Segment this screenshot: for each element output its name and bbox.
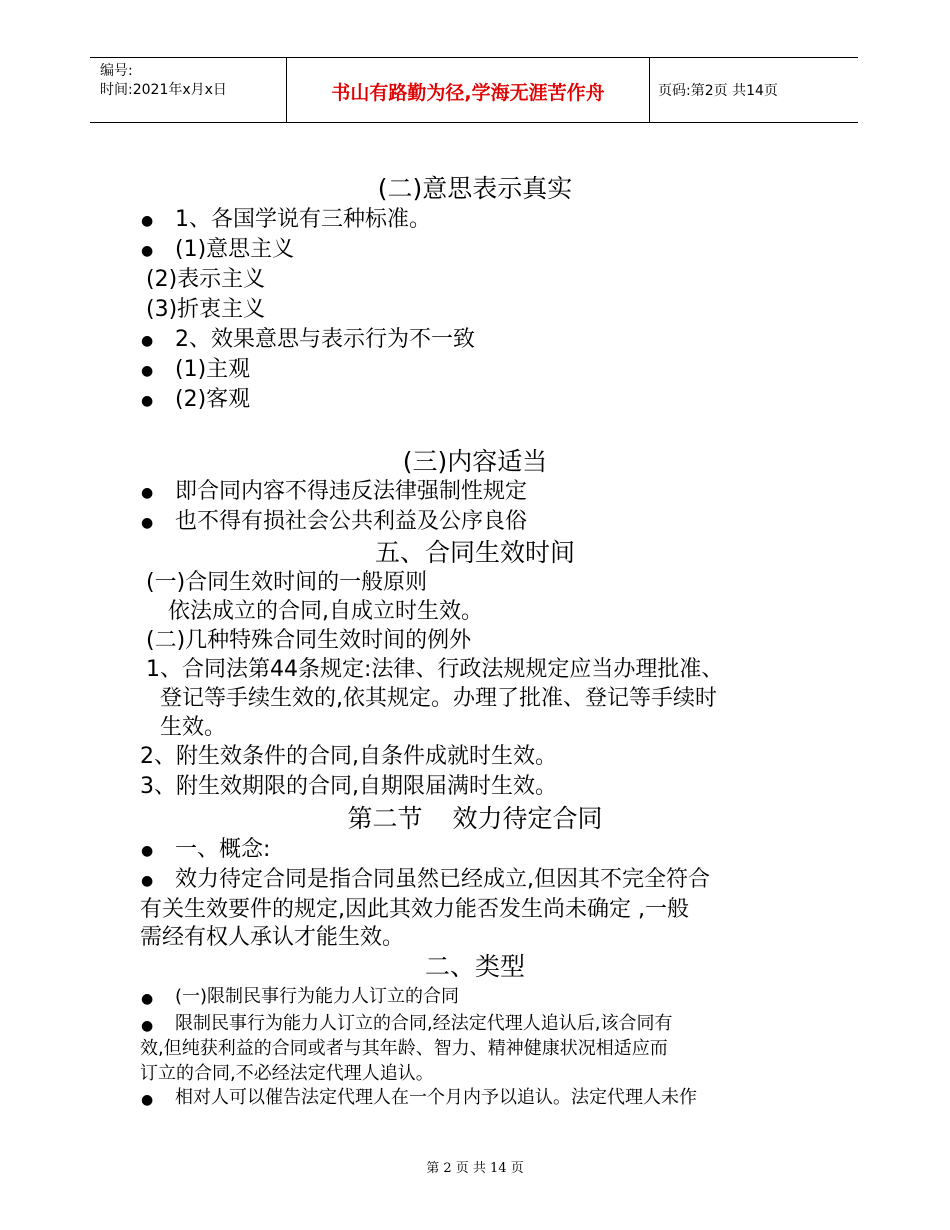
header-meta (100, 62, 227, 100)
page-header (90, 57, 858, 123)
list-item: 1、各国学说有三种标准。 (175, 207, 431, 232)
paragraph-line: 2、附生效条件的合同,自条件成就时生效。 (140, 744, 557, 769)
header-divider (649, 58, 650, 122)
list-item: (2)客观 (175, 387, 251, 412)
list-item: 2、效果意思与表示行为不一致 (175, 327, 475, 352)
paragraph-line: (二)几种特殊合同生效时间的例外 (146, 628, 472, 653)
bullet-icon: ● (141, 393, 154, 409)
paragraph-line: 效力待定合同是指合同虽然已经成立,但因其不完全符合 (175, 867, 710, 892)
list-item: 也不得有损社会公共利益及公序良俗 (175, 509, 528, 534)
bullet-icon: ● (141, 363, 154, 379)
document-number-label: 编号: (100, 63, 133, 79)
document-time-label: 时间:2021年x月x日 (100, 82, 227, 98)
section-heading: (二)意思表示真实 (377, 174, 573, 203)
bullet-icon: ● (141, 843, 154, 859)
paragraph-line: 登记等手续生效的,依其规定。办理了批准、登记等手续时 (160, 686, 717, 711)
list-item: (一)限制民事行为能力人订立的合同 (175, 986, 460, 1007)
paragraph-line: 订立的合同,不必经法定代理人追认。 (140, 1063, 434, 1084)
paragraph-line: 限制民事行为能力人订立的合同,经法定代理人追认后,该合同有 (175, 1013, 673, 1034)
paragraph-line: 效,但纯获利益的合同或者与其年龄、智力、精神健康状况相适应而 (140, 1038, 668, 1059)
paragraph-line: 3、附生效期限的合同,自期限届满时生效。 (140, 774, 557, 799)
bullet-icon: ● (141, 213, 154, 229)
section-heading: 五、合同生效时间 (374, 538, 575, 567)
page-footer: 第 2 页 共 14 页 (426, 1161, 524, 1176)
bullet-icon: ● (141, 333, 154, 349)
paragraph-line: 相对人可以催告法定代理人在一个月内予以追认。法定代理人未作 (175, 1087, 697, 1108)
paragraph-line: 需经有权人承认才能生效。 (140, 925, 405, 950)
bullet-icon: ● (141, 1092, 154, 1108)
list-item: (2)表示主义 (146, 267, 266, 292)
header-page-label: 页码:第2页 共14页 (658, 83, 778, 99)
paragraph-line: 1、合同法第44条规定:法律、行政法规规定应当办理批准、 (146, 657, 724, 682)
header-motto: 书山有路勤为径,学海无涯苦作舟 (331, 82, 605, 104)
bullet-icon: ● (141, 991, 154, 1007)
paragraph-line: (一)合同生效时间的一般原则 (146, 570, 428, 595)
bullet-icon: ● (141, 1018, 154, 1034)
bullet-icon: ● (141, 485, 154, 501)
list-item: 即合同内容不得违反法律强制性规定 (175, 479, 528, 504)
section-heading: (三)内容适当 (402, 447, 548, 476)
paragraph-line: 生效。 (160, 715, 227, 740)
section-heading: 二、类型 (424, 952, 525, 981)
list-item: (3)折衷主义 (146, 297, 266, 322)
list-item: (1)意思主义 (175, 237, 295, 262)
section-heading: 第二节 效力待定合同 (347, 804, 603, 833)
list-item: (1)主观 (175, 357, 251, 382)
list-item: 一、概念: (175, 837, 271, 862)
bullet-icon: ● (141, 873, 154, 889)
bullet-icon: ● (141, 515, 154, 531)
paragraph-line: 依法成立的合同,自成立时生效。 (168, 599, 483, 624)
bullet-icon: ● (141, 243, 154, 259)
paragraph-line: 有关生效要件的规定,因此其效力能否发生尚未确定 ,一般 (140, 897, 689, 922)
